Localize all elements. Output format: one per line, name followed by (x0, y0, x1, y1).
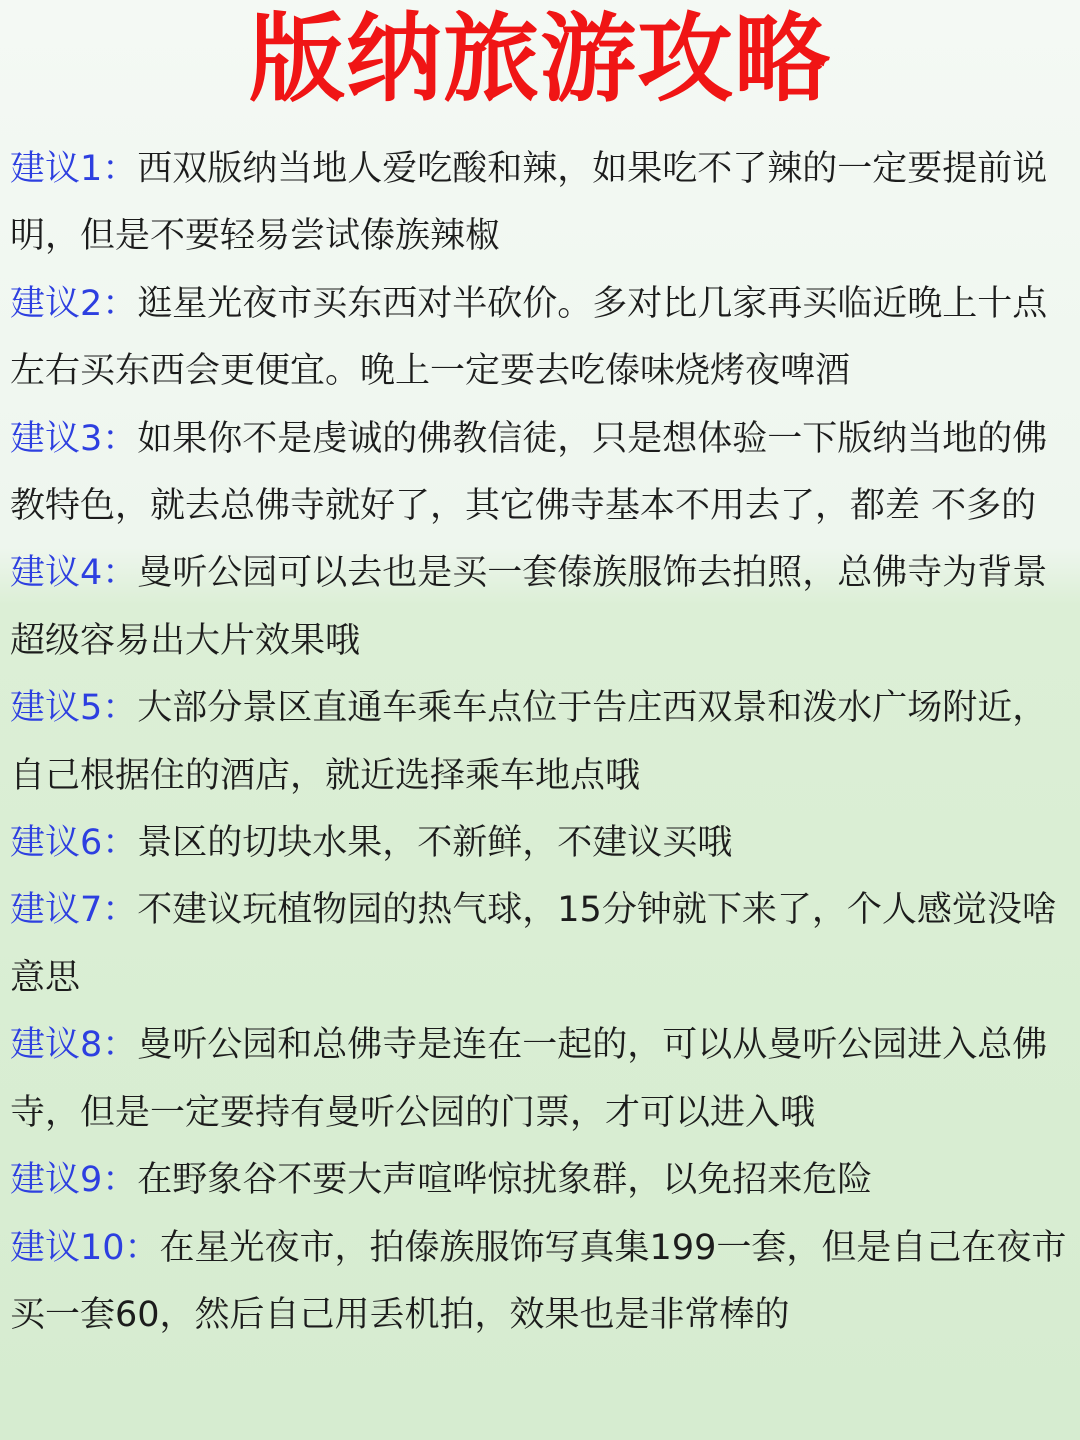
tip-label: 建议2： (10, 283, 138, 324)
tip-item (10, 675, 1072, 810)
tip-item (10, 271, 1072, 406)
tip-label: 建议3： (10, 418, 138, 459)
tip-label: 建议6： (10, 823, 138, 864)
tip-label: 建议7： (10, 890, 138, 931)
page-title: 版纳旅游攻略 (249, 3, 831, 115)
tip-text: 景区的切块水果，不新鲜，不建议买哦 (137, 823, 733, 864)
tip-item (10, 810, 1072, 877)
tip-text: 在野象谷不要大声喧哗惊扰象群，以免招来危险 (137, 1160, 873, 1201)
tip-label: 建议1： (10, 149, 138, 189)
tip-item (10, 1012, 1072, 1147)
tip-item (10, 136, 1072, 271)
tip-text: 如果你不是虔诚的佛教信徒，只是想体验一下版纳当地的佛 教特色，就去总佛寺就好了，其它佛寺基本不用去了，都差 不多的 (10, 418, 1048, 527)
tips-list (10, 136, 1072, 1349)
tip-item (10, 540, 1072, 675)
tip-label: 建议9： (10, 1160, 138, 1201)
tip-text: 大部分景区直通车乘车点位于告庄西双景和泼水广场附近，自己根据住的酒店，就近选择乘车地点哦 (10, 688, 1048, 796)
tip-text: 曼听公园可以去也是买一套傣族服饰去拍照，总佛寺为背景 超级容易出大片效果哦 (10, 553, 1048, 661)
tip-item (10, 1147, 1072, 1214)
tip-item (10, 877, 1072, 1012)
tip-text: 在星光夜市，拍傣族服饰写真集199一套，但是自己在夜市买一套60，然后自己用丢机拍，效果也是非常棒的 (10, 1227, 1067, 1335)
tip-label: 建议5： (10, 688, 138, 729)
tip-item (10, 406, 1072, 541)
tip-label: 建议4： (10, 553, 138, 594)
tip-label: 建议10： (10, 1227, 160, 1268)
tip-label: 建议8： (10, 1025, 138, 1066)
tip-item (10, 1215, 1072, 1350)
tip-text: 不建议玩植物园的热气球，15分钟就下来了，个人感觉没啥意思 (10, 890, 1057, 998)
tip-text: 逛星光夜市买东西对半砍价。多对比几家再买临近晚上十点左右买东西会更便宜。晚上一定要去吃傣味烧烤夜啤酒 (10, 283, 1048, 392)
tip-text: 西双版纳当地人爱吃酸和辣，如果吃不了辣的一定要提前说明，但是不要轻易尝试傣族辣椒 (10, 149, 1048, 257)
tip-text: 曼听公园和总佛寺是连在一起的，可以从曼听公园进入总佛 寺，但是一定要持有曼听公园的门票，才可以进入哦 (10, 1025, 1048, 1133)
